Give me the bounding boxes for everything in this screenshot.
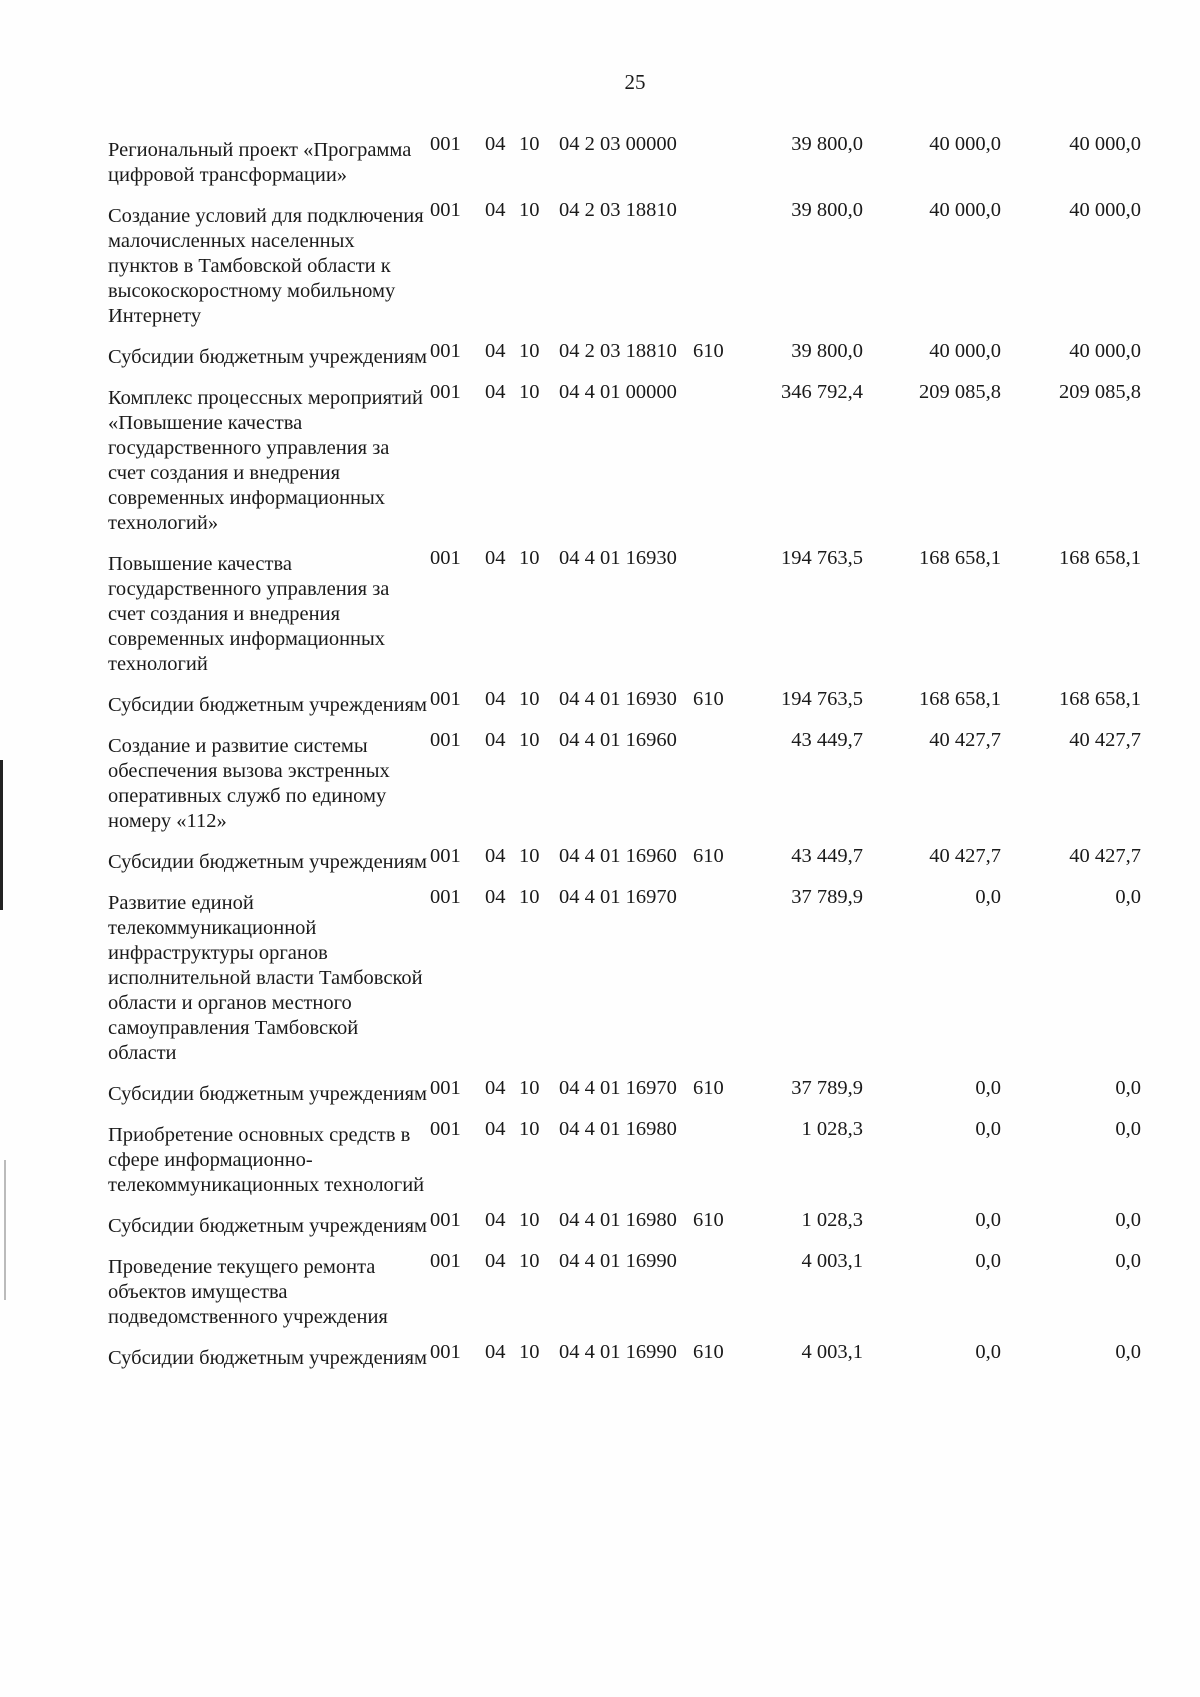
amount-year-1: 1 028,3 — [801, 1118, 863, 1140]
amount-year-1: 37 789,9 — [791, 886, 863, 908]
section-code: 04 — [485, 340, 506, 362]
subsection-code: 10 — [519, 886, 540, 908]
grbs-code: 001 — [430, 1118, 461, 1140]
amount-year-2: 0,0 — [975, 1341, 1001, 1363]
amount-year-1: 4 003,1 — [801, 1250, 863, 1272]
amount-year-1: 1 028,3 — [801, 1209, 863, 1231]
expense-type-code: 610 — [693, 1341, 724, 1363]
subsection-code: 10 — [519, 199, 540, 221]
item-name: Проведение текущего ремонта объектов имущества подведомственного учреждения — [108, 1256, 388, 1328]
subsection-code: 10 — [519, 381, 540, 403]
item-name: Развитие единой телекоммуникационной инфраструктуры органов исполнительной власти Тамбовской области и органов местного самоуправления Тамбовской области — [108, 892, 423, 1064]
expense-type-code: 610 — [693, 1209, 724, 1231]
amount-year-1: 39 800,0 — [791, 340, 863, 362]
amount-year-2: 0,0 — [975, 1118, 1001, 1140]
expense-type-code: 610 — [693, 845, 724, 867]
amount-year-2: 40 427,7 — [929, 845, 1001, 867]
grbs-code: 001 — [430, 1250, 461, 1272]
grbs-code: 001 — [430, 1209, 461, 1231]
section-code: 04 — [485, 1250, 506, 1272]
amount-year-2: 0,0 — [975, 1077, 1001, 1099]
target-article-code: 04 2 03 00000 — [559, 133, 677, 155]
item-name: Создание условий для подключения малочисленных населенных пунктов в Тамбовской области к высокоскоростному мобильному Интернету — [108, 205, 424, 327]
item-name: Субсидии бюджетным учреждениям — [108, 1215, 428, 1237]
target-article-code: 04 4 01 16970 — [559, 1077, 677, 1099]
amount-year-1: 4 003,1 — [801, 1341, 863, 1363]
grbs-code: 001 — [430, 340, 461, 362]
target-article-code: 04 4 01 16980 — [559, 1118, 677, 1140]
subsection-code: 10 — [519, 1077, 540, 1099]
section-code: 04 — [485, 688, 506, 710]
target-article-code: 04 4 01 16930 — [559, 688, 677, 710]
target-article-code: 04 4 01 16960 — [559, 729, 677, 751]
table-row — [108, 1249, 1183, 1330]
section-code: 04 — [485, 1341, 506, 1363]
amount-year-3: 40 427,7 — [1069, 845, 1141, 867]
amount-year-1: 346 792,4 — [781, 381, 863, 403]
amount-year-2: 40 000,0 — [929, 199, 1001, 221]
amount-year-1: 37 789,9 — [791, 1077, 863, 1099]
table-row — [108, 198, 1183, 329]
table-row — [108, 844, 1183, 875]
scan-edge-mark — [0, 760, 3, 910]
expense-type-code: 610 — [693, 1077, 724, 1099]
subsection-code: 10 — [519, 133, 540, 155]
amount-year-3: 40 000,0 — [1069, 340, 1141, 362]
section-code: 04 — [485, 381, 506, 403]
amount-year-2: 168 658,1 — [919, 547, 1001, 569]
section-code: 04 — [485, 199, 506, 221]
page-number: 25 — [624, 70, 646, 94]
subsection-code: 10 — [519, 1250, 540, 1272]
grbs-code: 001 — [430, 199, 461, 221]
section-code: 04 — [485, 729, 506, 751]
amount-year-3: 0,0 — [1115, 1341, 1141, 1363]
table-row — [108, 1076, 1183, 1107]
target-article-code: 04 4 01 16990 — [559, 1341, 677, 1363]
subsection-code: 10 — [519, 1209, 540, 1231]
section-code: 04 — [485, 133, 506, 155]
target-article-code: 04 4 01 16970 — [559, 886, 677, 908]
item-name: Субсидии бюджетным учреждениям — [108, 694, 428, 716]
item-name: Повышение качества государственного управления за счет создания и внедрения современных информационных технологий — [108, 553, 390, 675]
section-code: 04 — [485, 547, 506, 569]
amount-year-3: 40 000,0 — [1069, 199, 1141, 221]
amount-year-3: 40 000,0 — [1069, 133, 1141, 155]
amount-year-2: 209 085,8 — [919, 381, 1001, 403]
amount-year-3: 0,0 — [1115, 1077, 1141, 1099]
subsection-code: 10 — [519, 688, 540, 710]
subsection-code: 10 — [519, 1341, 540, 1363]
grbs-code: 001 — [430, 886, 461, 908]
grbs-code: 001 — [430, 547, 461, 569]
grbs-code: 001 — [430, 1077, 461, 1099]
item-name: Создание и развитие системы обеспечения вызова экстренных оперативных служб по единому номеру «112» — [108, 735, 390, 832]
target-article-code: 04 4 01 16990 — [559, 1250, 677, 1272]
item-name: Субсидии бюджетным учреждениям — [108, 1347, 428, 1369]
item-name: Региональный проект «Программа цифровой трансформации» — [108, 139, 412, 186]
table-row — [108, 728, 1183, 834]
grbs-code: 001 — [430, 381, 461, 403]
amount-year-2: 40 427,7 — [929, 729, 1001, 751]
expense-type-code: 610 — [693, 340, 724, 362]
amount-year-3: 0,0 — [1115, 1118, 1141, 1140]
target-article-code: 04 2 03 18810 — [559, 340, 677, 362]
section-code: 04 — [485, 1077, 506, 1099]
amount-year-2: 0,0 — [975, 1209, 1001, 1231]
table-row — [108, 546, 1183, 677]
amount-year-2: 0,0 — [975, 886, 1001, 908]
amount-year-1: 194 763,5 — [781, 688, 863, 710]
target-article-code: 04 4 01 16980 — [559, 1209, 677, 1231]
amount-year-1: 43 449,7 — [791, 729, 863, 751]
subsection-code: 10 — [519, 1118, 540, 1140]
amount-year-3: 0,0 — [1115, 1209, 1141, 1231]
target-article-code: 04 2 03 18810 — [559, 199, 677, 221]
amount-year-2: 0,0 — [975, 1250, 1001, 1272]
amount-year-1: 39 800,0 — [791, 133, 863, 155]
table-row — [108, 380, 1183, 536]
expense-type-code: 610 — [693, 688, 724, 710]
amount-year-1: 39 800,0 — [791, 199, 863, 221]
amount-year-3: 168 658,1 — [1059, 688, 1141, 710]
grbs-code: 001 — [430, 729, 461, 751]
section-code: 04 — [485, 1118, 506, 1140]
subsection-code: 10 — [519, 845, 540, 867]
section-code: 04 — [485, 886, 506, 908]
amount-year-1: 43 449,7 — [791, 845, 863, 867]
target-article-code: 04 4 01 16960 — [559, 845, 677, 867]
item-name: Субсидии бюджетным учреждениям — [108, 346, 428, 368]
amount-year-2: 40 000,0 — [929, 133, 1001, 155]
scan-edge-mark — [4, 1160, 6, 1300]
subsection-code: 10 — [519, 729, 540, 751]
section-code: 04 — [485, 845, 506, 867]
item-name: Субсидии бюджетным учреждениям — [108, 851, 428, 873]
table-row — [108, 132, 1183, 188]
section-code: 04 — [485, 1209, 506, 1231]
subsection-code: 10 — [519, 340, 540, 362]
subsection-code: 10 — [519, 547, 540, 569]
amount-year-1: 194 763,5 — [781, 547, 863, 569]
item-name: Приобретение основных средств в сфере информационно-телекоммуникационных технологий — [108, 1124, 425, 1196]
target-article-code: 04 4 01 16930 — [559, 547, 677, 569]
table-row — [108, 1117, 1183, 1198]
amount-year-3: 0,0 — [1115, 886, 1141, 908]
amount-year-3: 168 658,1 — [1059, 547, 1141, 569]
table-row — [108, 687, 1183, 718]
table-row — [108, 1340, 1183, 1371]
amount-year-3: 40 427,7 — [1069, 729, 1141, 751]
grbs-code: 001 — [430, 133, 461, 155]
table-row — [108, 339, 1183, 370]
item-name: Субсидии бюджетным учреждениям — [108, 1083, 428, 1105]
grbs-code: 001 — [430, 1341, 461, 1363]
grbs-code: 001 — [430, 688, 461, 710]
amount-year-3: 0,0 — [1115, 1250, 1141, 1272]
amount-year-2: 168 658,1 — [919, 688, 1001, 710]
item-name: Комплекс процессных мероприятий «Повышение качества государственного управления за счет создания и внедрения современных информационных технологий» — [108, 387, 423, 534]
budget-table — [108, 132, 1183, 1381]
amount-year-2: 40 000,0 — [929, 340, 1001, 362]
table-row — [108, 1208, 1183, 1239]
target-article-code: 04 4 01 00000 — [559, 381, 677, 403]
amount-year-3: 209 085,8 — [1059, 381, 1141, 403]
table-row — [108, 885, 1183, 1066]
grbs-code: 001 — [430, 845, 461, 867]
